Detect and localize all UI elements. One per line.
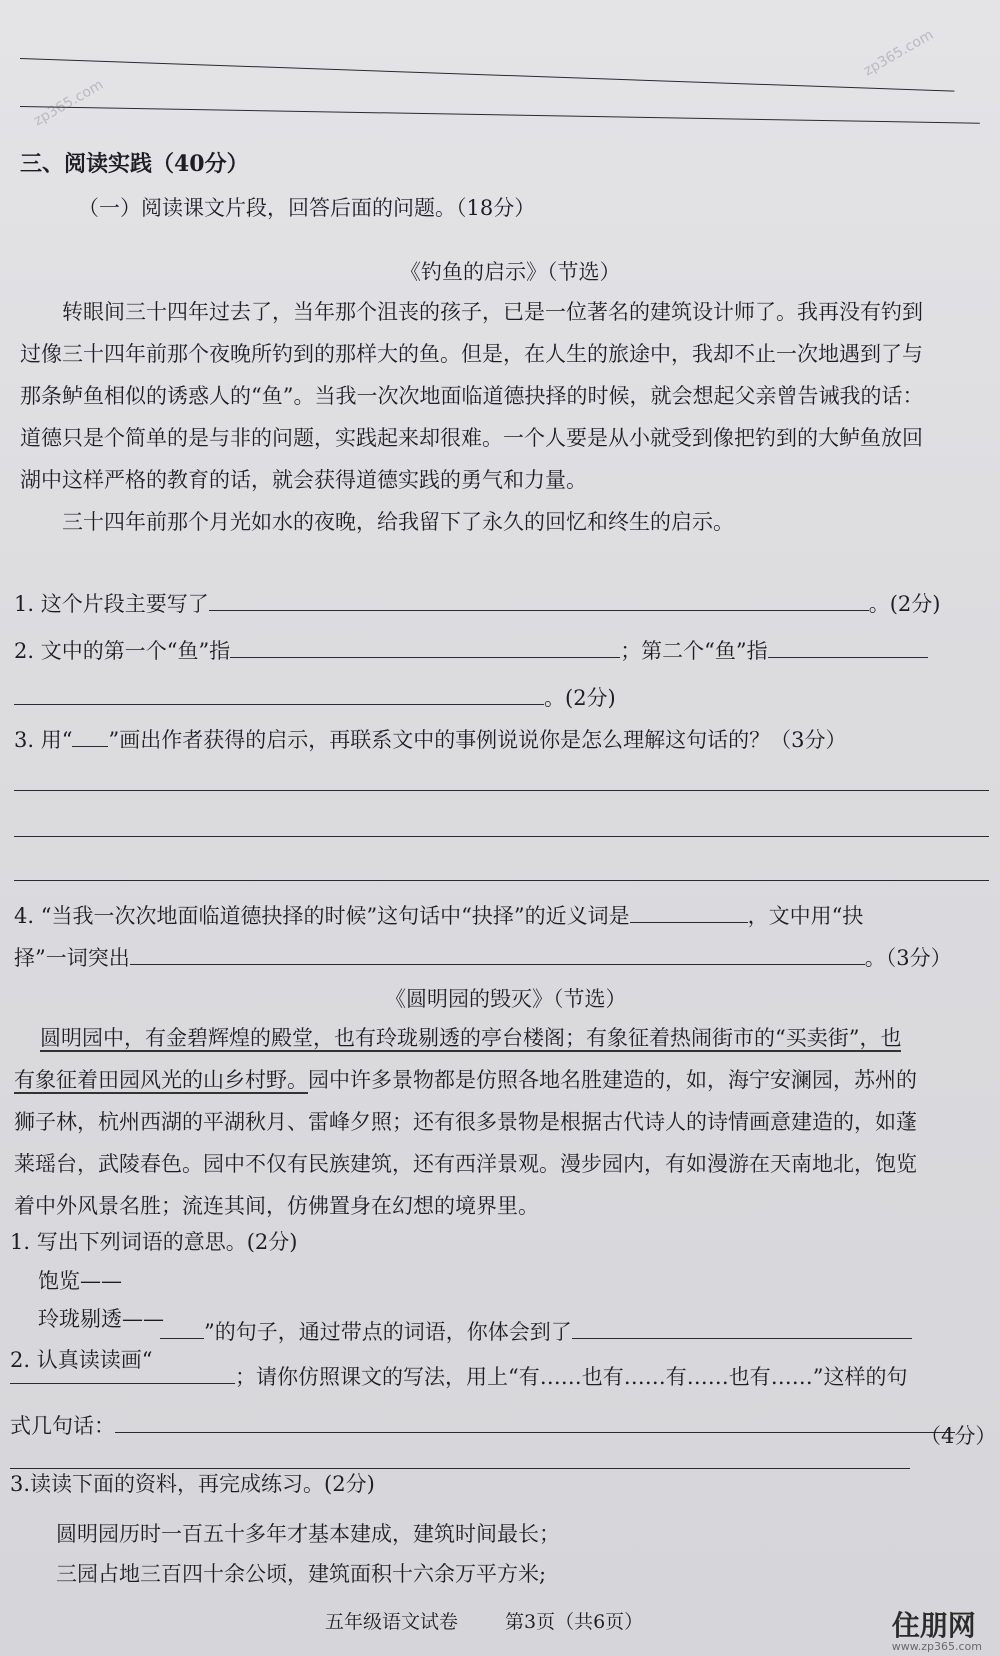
passage-line: 圆明园中，有金碧辉煌的殿堂，也有玲珑剔透的亭台楼阁；有象征着热闹街市的“买卖街”，也 [40,1026,902,1050]
question-4: 4. “当我一次次地面临道德抉择的时候”这句话中“抉择”的近义词是 ，文中用“抉 [14,904,864,928]
answer-blank[interactable] [630,904,748,923]
answer-line[interactable] [14,790,989,791]
answer-blank[interactable] [209,592,869,611]
passage-line: 道德只是个简单的是与非的问题，实践起来却很难。一个人要是从小就受到像把钓到的大鲈鱼放回 [20,426,923,450]
fact-line: 三园占地三百四十余公顷，建筑面积十六余万平方米; [56,1562,547,1586]
part-heading: （一）阅读课文片段，回答后面的问题。（18分） [78,196,536,220]
passage-line: 那条鲈鱼相似的诱惑人的“鱼”。当我一次次地面临道德抉择的时候，就会想起父亲曾告诫我的话： [20,384,924,408]
answer-line[interactable] [14,836,989,837]
passage-line: 有象征着田园风光的山乡村野。园中许多景物都是仿照各地名胜建造的，如，海宁安澜园，苏州的 [14,1068,917,1092]
watermark: zp365.com [31,76,107,130]
passage-line: 着中外风景名胜；流连其间，仿佛置身在幻想的境界里。 [14,1194,539,1218]
question-2-cont: 。(2分) [14,684,616,712]
underline-sample [160,1320,204,1339]
answer-line[interactable] [14,880,989,881]
passage-line: 湖中这样严格的教育的话，就会获得道德实践的勇气和力量。 [20,468,587,492]
passage-title: 《圆明园的毁灭》（节选） [385,987,627,1011]
score: （4分） [920,1424,997,1448]
word-item: 饱览—— [38,1269,122,1293]
watermark: zp365.com [861,26,937,80]
question-1: 1. 这个片段主要写了 。(2分) [14,592,941,616]
footer-page: 第3页（共6页） [505,1611,644,1633]
question-2: 2. 文中的第一个“鱼”指 ；第二个“鱼”指 [14,637,928,665]
question-4-cont: 择”一词突出 。（3分） [14,946,952,970]
answer-blank[interactable] [115,1414,955,1433]
site-logo: 住朋网 www.zp365.com [891,1609,982,1653]
answer-line [20,58,954,92]
passage-line: 狮子林，杭州西湖的平湖秋月、雷峰夕照；还有很多景物是根据古代诗人的诗情画意建造的，如蓬 [14,1110,917,1134]
answer-blank[interactable] [130,946,865,965]
answer-blank[interactable] [14,686,544,705]
answer-line [20,106,980,124]
passage-line: 三十四年前那个月光如水的夜晚，给我留下了永久的回忆和终生的启示。 [62,510,734,534]
passage-line: 转眼间三十四年过去了，当年那个沮丧的孩子，已是一位著名的建筑设计师了。我再没有钓到 [62,300,923,324]
question-2-cont: ；请你仿照课文的写法，用上“有……也有……有……也有……”这样的句 [10,1363,907,1391]
question-3: 3. 用“ ”画出作者获得的启示，再联系文中的事例说说你是怎么理解这句话的？（3分） [14,728,847,752]
footer-exam: 五年级语文试卷 [325,1611,459,1633]
answer-blank[interactable] [10,1365,235,1384]
passage-line: 过像三十四年前那个夜晚所钓到的那样大的鱼。但是，在人生的旅途中，我却不止一次地遇到了与 [20,342,923,366]
question-2: 2. 认真读读画“ [10,1348,153,1372]
answer-blank[interactable] [768,639,928,658]
word-item: 玲珑剔透—— [38,1307,164,1331]
passage-line: 莱瑶台，武陵春色。园中不仅有民族建筑，还有西洋景观。漫步园内，有如漫游在天南地北，饱览 [14,1152,917,1176]
answer-blank[interactable] [572,1320,912,1339]
underline-sample [72,728,108,747]
question-2-cont: 式几句话： [10,1412,955,1440]
answer-blank[interactable] [230,639,620,658]
question-2-line: ”的句子，通过带点的词语，你体会到了 [160,1318,912,1346]
question-1: 1. 写出下列词语的意思。(2分) [10,1230,298,1254]
question-3: 3.读读下面的资料，再完成练习。(2分) [10,1472,375,1496]
section-title: 三、阅读实践（40分） [20,151,249,177]
answer-line[interactable] [10,1468,910,1469]
fact-line: 圆明园历时一百五十多年才基本建成，建筑时间最长； [56,1522,560,1546]
passage-title: 《钓鱼的启示》（节选） [400,260,621,284]
